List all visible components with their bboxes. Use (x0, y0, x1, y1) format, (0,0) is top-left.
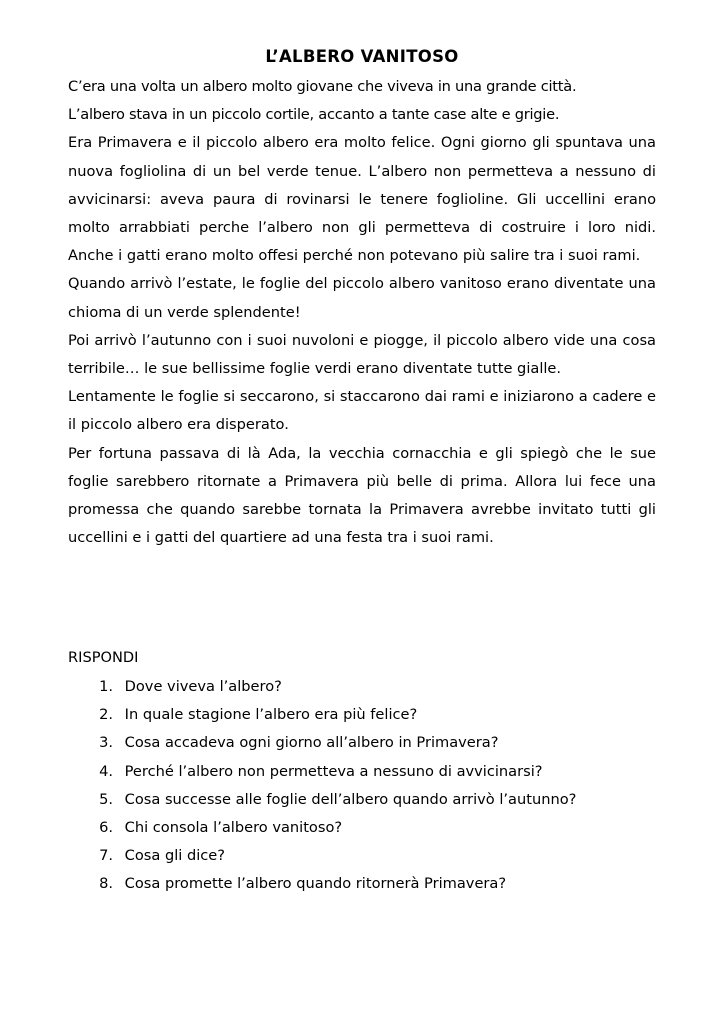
answer-heading: RISPONDI (68, 649, 139, 666)
story-paragraph: Lentamente le foglie si seccarono, si staccarono dai rami e iniziarono a cadere e il piccolo albero era disperato. (68, 388, 656, 434)
question-number: 1. (99, 678, 113, 695)
question-text: Perché l’albero non permetteva a nessuno di avvicinarsi? (124, 762, 543, 780)
story-paragraph: Quando arrivò l’estate, le foglie del piccolo albero vanitoso erano diventate una chioma di un verde splendente! (68, 275, 656, 321)
story-paragraph: L’albero stava in un piccolo cortile, accanto a tante case alte e grigie. (68, 106, 560, 124)
question-number: 6. (99, 818, 113, 836)
question-text: Chi consola l’albero vanitoso? (124, 818, 343, 836)
question-text: Dove viveva l’albero? (124, 678, 282, 695)
question-text: In quale stagione l’albero era più felice? (124, 706, 418, 724)
question-item (68, 870, 668, 898)
question-number: 5. (99, 790, 113, 808)
story-paragraph: C’era una volta un albero molto giovane che viveva in una grande città. (68, 78, 577, 95)
story-paragraph: Era Primavera e il piccolo albero era molto felice. Ogni giorno gli spuntava una nuova fogliolina di un bel verde tenue. L’albero non permetteva a nessuno di avvicinarsi: aveva paura di rovinarsi le tenere foglioline. Gli uccellini erano molto arrabbiati perche l’albero non gli permetteva di costruire i loro nidi. Anche i gatti erano molto offesi perché non potevano più salire tra i suoi rami. (68, 134, 656, 265)
story-paragraph: Poi arrivò l’autunno con i suoi nuvoloni e piogge, il piccolo albero vide una cosa terribile… le sue bellissime foglie verdi erano diventate tutte gialle. (68, 331, 656, 378)
question-text: Cosa accadeva ogni giorno all’albero in Primavera? (124, 734, 499, 752)
question-number: 7. (99, 847, 113, 865)
question-item (68, 758, 668, 786)
question-list (68, 673, 668, 899)
question-text: Cosa gli dice? (124, 847, 226, 865)
question-item (68, 786, 668, 814)
question-text: Cosa promette l’albero quando ritornerà Primavera? (124, 875, 507, 893)
document-title: L’ALBERO VANITOSO (265, 47, 459, 66)
question-text: Cosa successe alle foglie dell’albero quando arrivò l’autunno? (124, 790, 577, 808)
story-paragraph: Per fortuna passava di là Ada, la vecchia cornacchia e gli spiegò che le sue foglie sarebbero ritornate a Primavera più belle di prima. Allora lui fece una promessa che quando sarebbe tornata la Primavera avrebbe invitato tutti gli uccellini e i gatti del quartiere ad una festa tra i suoi rami. (68, 444, 656, 547)
question-number: 4. (99, 762, 113, 780)
question-item (68, 842, 668, 870)
question-item (68, 814, 668, 842)
question-number: 2. (99, 706, 113, 724)
story-text (68, 73, 656, 552)
question-number: 8. (99, 875, 113, 893)
question-item (68, 673, 668, 701)
question-number: 3. (99, 734, 113, 752)
question-item (68, 729, 668, 757)
question-item (68, 701, 668, 729)
